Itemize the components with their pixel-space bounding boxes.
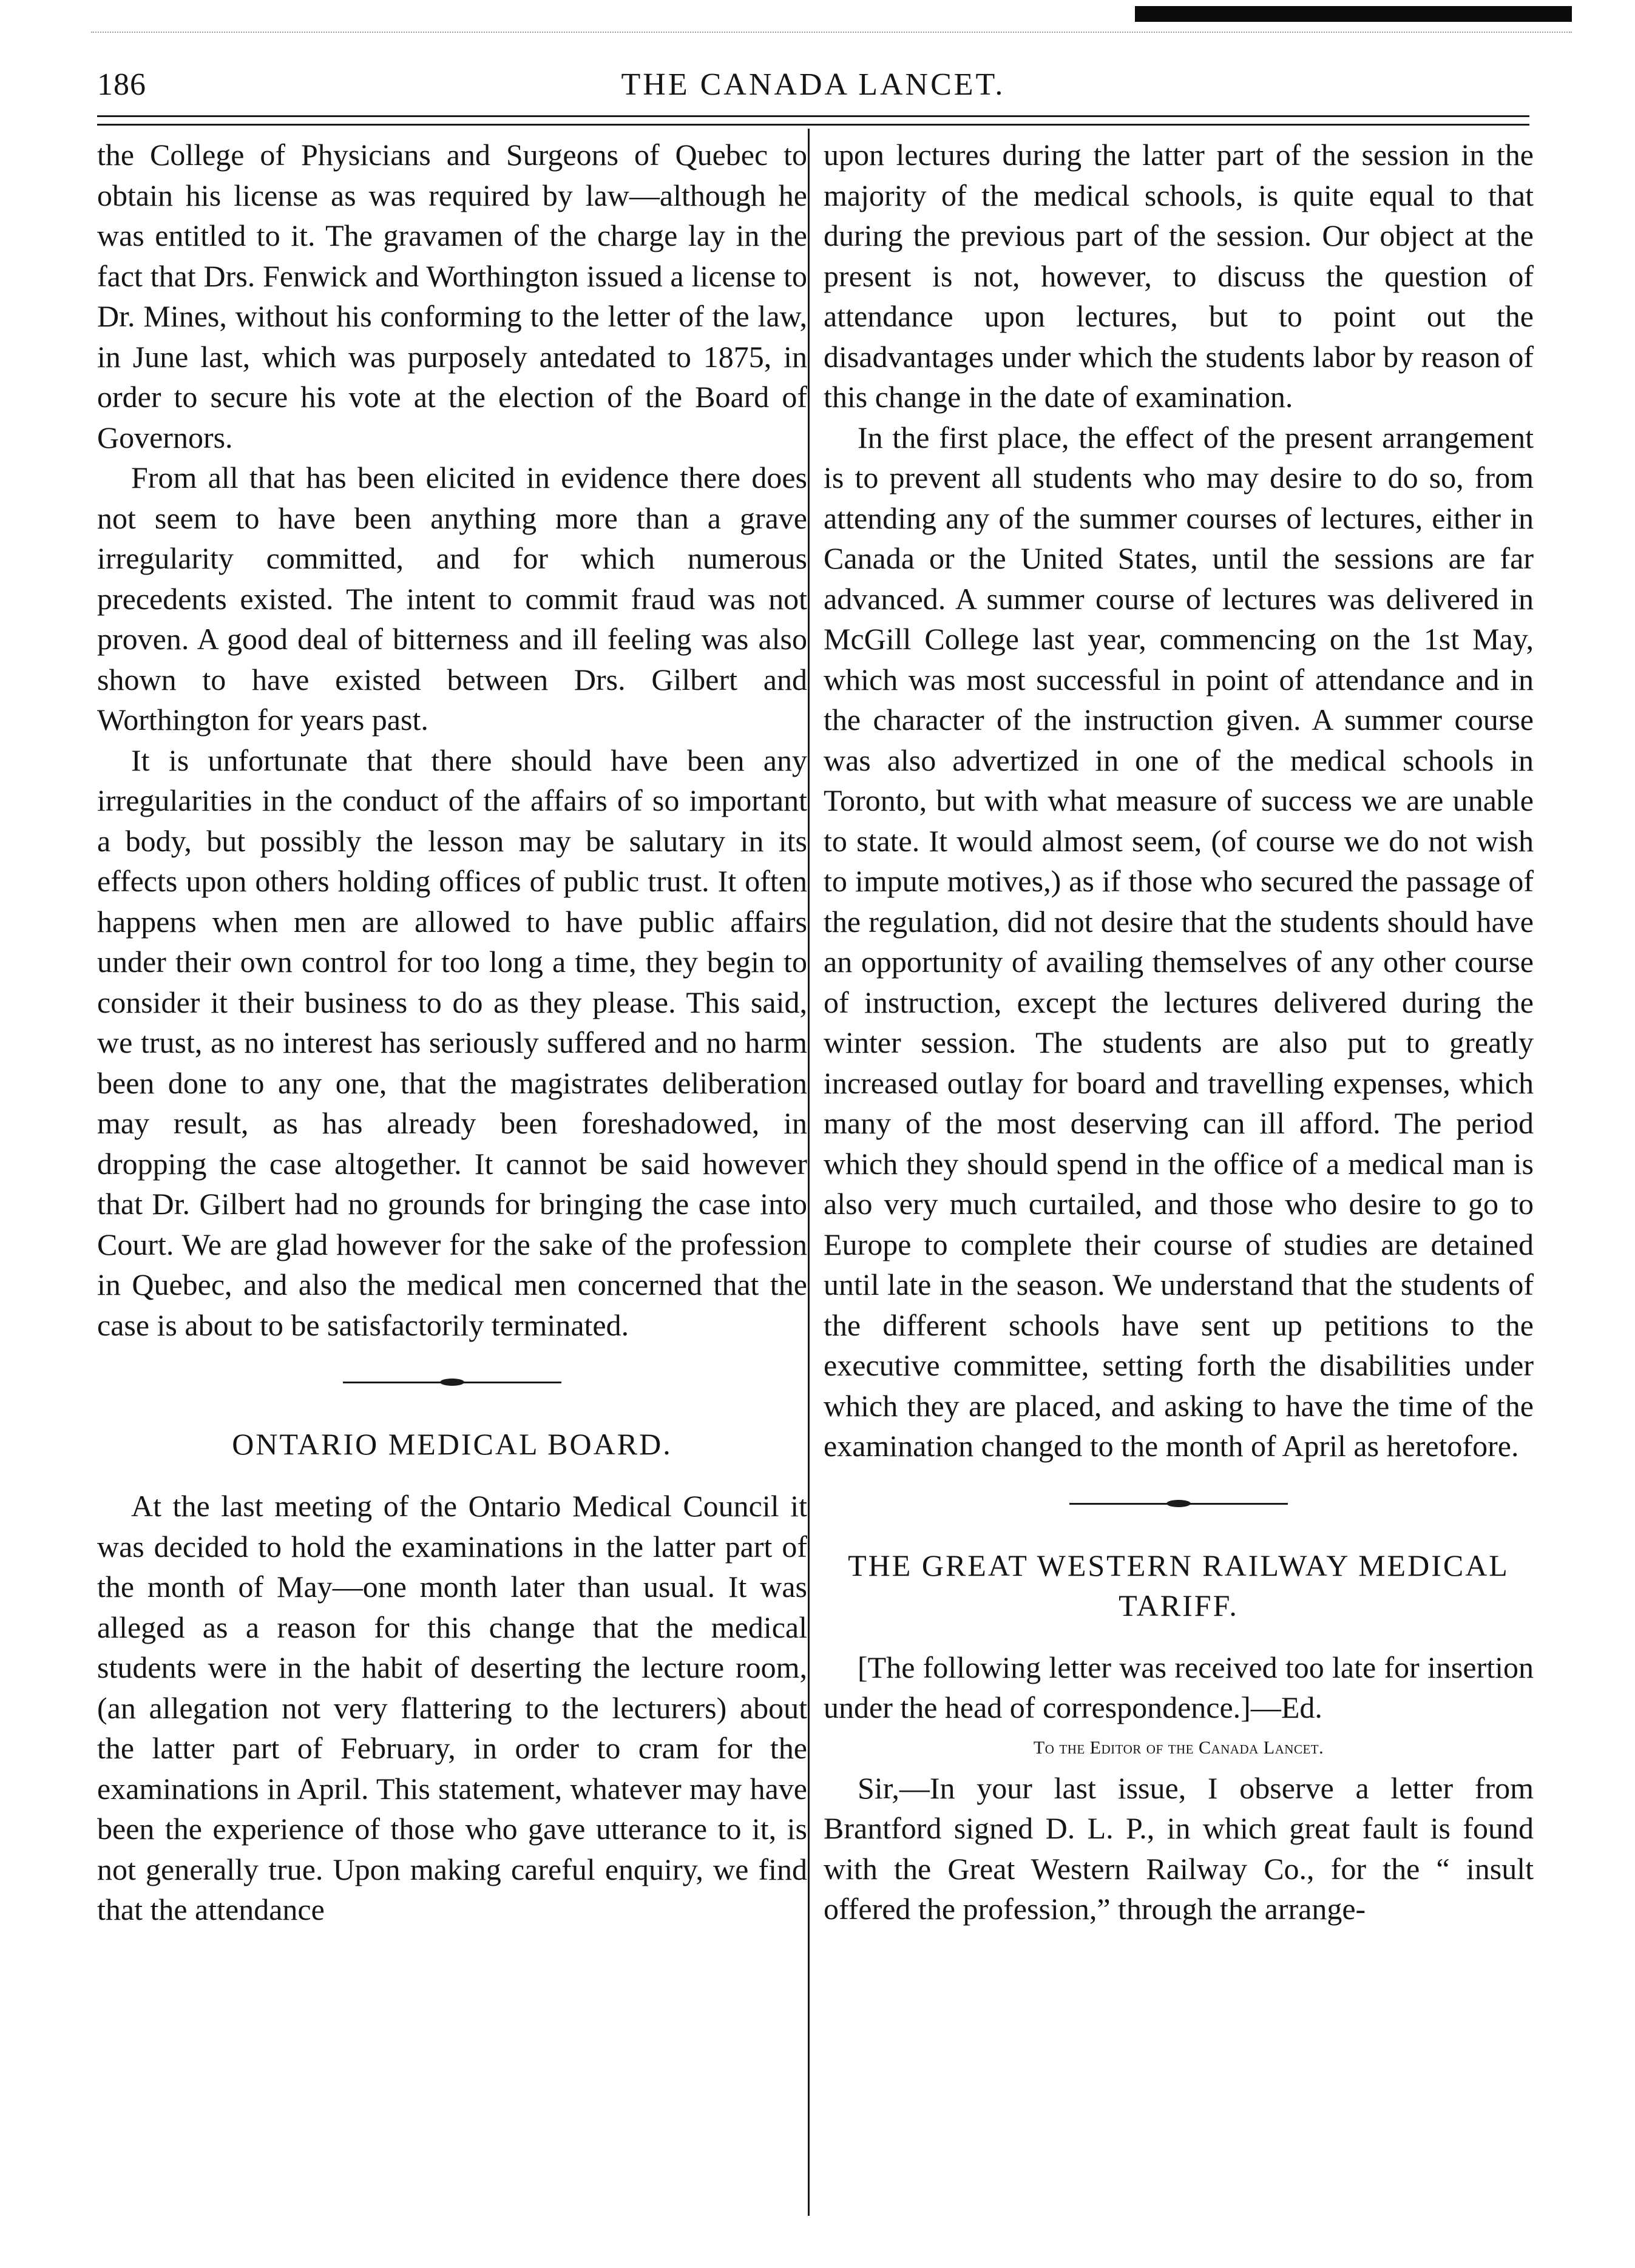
header-rule-bottom bbox=[97, 124, 1529, 126]
running-title: THE CANADA LANCET. bbox=[621, 67, 1006, 102]
right-column bbox=[824, 135, 1534, 1929]
section-divider-ornament bbox=[824, 1466, 1534, 1539]
left-column bbox=[97, 135, 807, 1930]
left-paragraph-1: the College of Physicians and Surgeons of Quebec to obtain his license as was required by law—although he was entitled to it. The gravamen of the charge lay in the fact that Drs. Fenwick and Worthington issued a license to Dr. Mines, without his conforming to the letter of the law, in June last, which was purposely antedated to 1875, in order to secure his vote at the election of the Board of Governors. bbox=[97, 138, 807, 454]
editor-salutation-note: To the Editor of the Canada Lancet. bbox=[1033, 1737, 1324, 1758]
heading-great-western-railway: THE GREAT WESTERN RAILWAY MEDICAL TARIFF. bbox=[848, 1548, 1509, 1622]
right-paragraph-3: [The following letter was received too late for insertion under the head of correspondence.]—Ed. bbox=[824, 1650, 1534, 1724]
scan-top-line bbox=[91, 32, 1572, 33]
header-rule-top bbox=[97, 115, 1529, 117]
right-paragraph-1: upon lectures during the latter part of the session in the majority of the medical schools, is quite equal to that during the previous part of the session. Our object at the present is not, however, to discuss the question of attendance upon lectures, but to point out the disadvantages under which the students labor by reason of this change in the date of examination. bbox=[824, 138, 1534, 414]
right-paragraph-2: In the first place, the effect of the present arrangement is to prevent all students who may desire to do so, from attending any of the summer courses of lectures, either in Canada or the United States, until the sessions are far advanced. A summer course of lectures was delivered in McGill College last year, commencing on the 1st May, which was most successful in point of attendance and in the character of the instruction given. A summer course was also advertized in one of the medical schools in Toronto, but with what measure of success we are unable to state. It would almost seem, (of course we do not wish to impute motives,) as if those who secured the passage of the regulation, did not desire that the students should have an opportunity of availing themselves of any other course of instruction, except the lectures delivered during the winter session. The students are also put to greatly increased outlay for board and travelling expenses, which many of the most deserving can ill afford. The period which they should spend in the office of a medical man is also very much curtailed, and those who desire to go to Europe to complete their course of studies are detained until late in the season. We understand that the students of the different schools have sent up petitions to the executive committee, setting forth the disabilities under which they are placed, and asking to have the time of the examination changed to the month of April as heretofore. bbox=[824, 420, 1534, 1463]
divider-ornament-mark bbox=[1166, 1500, 1191, 1507]
left-paragraph-4: At the last meeting of the Ontario Medical Council it was decided to hold the examinations in the latter part of the month of May—one month later than usual. It was alleged as a reason for this change that the medical students were in the habit of deserting the lecture room, (an allegation not very flattering to the lecturers) about the latter part of February, in order to cram for the examinations in April. This statement, whatever may have been the experience of those who gave utterance to it, is not generally true. Upon making careful enquiry, we find that the attendance bbox=[97, 1489, 807, 1926]
section-divider-ornament bbox=[97, 1345, 807, 1418]
page-header bbox=[97, 67, 1529, 109]
left-paragraph-2: From all that has been elicited in evidence there does not seem to have been anything more than a grave irregularity committed, and for which numerous precedents existed. The intent to commit fraud was not proven. A good deal of bitterness and ill feeling was also shown to have existed between Drs. Gilbert and Worthington for years past. bbox=[97, 461, 807, 737]
column-separator bbox=[808, 129, 810, 2216]
heading-ontario-medical-board: ONTARIO MEDICAL BOARD. bbox=[232, 1427, 672, 1461]
scan-edge-bar bbox=[1135, 6, 1572, 22]
left-paragraph-3: It is unfortunate that there should have been any irregularities in the conduct of the affairs of so important a body, but possibly the lesson may be salutary in its effects upon others holding offices of public trust. It often happens when men are allowed to have public affairs under their own control for too long a time, they begin to consider it their business to do as they please. This said, we trust, as no interest has seriously suffered and no harm been done to any one, that the magistrates deliberation may result, as has already been foreshadowed, in dropping the case altogether. It cannot be said however that Dr. Gilbert had no grounds for bringing the case into Court. We are glad however for the sake of the profession in Quebec, and also the medical men concerned that the case is about to be satisfactorily terminated. bbox=[97, 743, 807, 1342]
divider-ornament-mark bbox=[440, 1379, 464, 1386]
page-number: 186 bbox=[97, 67, 146, 102]
right-paragraph-4: Sir,—In your last issue, I observe a letter from Brantford signed D. L. P., in which great fault is found with the Great Western Railway Co., for the “ insult offered the profession,” through the arrange- bbox=[824, 1770, 1534, 1926]
